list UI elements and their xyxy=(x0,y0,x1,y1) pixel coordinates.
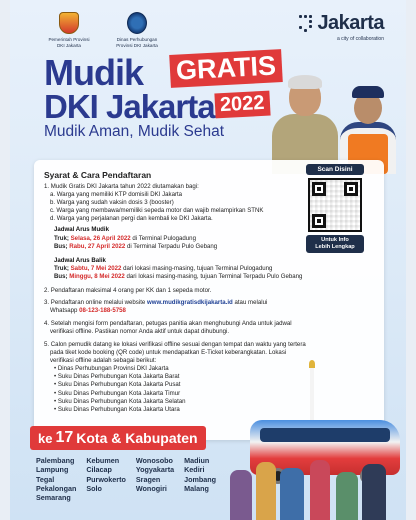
whatsapp-number-link[interactable]: 08-123-188-5758 xyxy=(79,307,126,315)
step-3: 3. Pendaftaran online melalui website www.mudikgratisdkijakarta.id atau melalui Whatsapp 08-123-188-5758 xyxy=(44,299,268,315)
banner-count: 17 xyxy=(55,429,74,446)
dishub-emblem-icon xyxy=(127,12,147,34)
step-5: 5. Calon pemudik datang ke lokasi verifikasi offline sesuai dengan tempat dan waktu yang tertera pada tiket kode booking (QR code) untuk mendapatkan E-Ticket keberangkatan. Lokasi verifikasi offline adalah sebagai berikut: • Dinas Perhubungan Provinsi DKI Jakarta • Suku Dinas Perhubungan Kota Jakarta Barat • Suku Dinas Perhubungan Kota Jakarta Pusat • Suku Dinas Perhubungan Kota Jakarta Timur • Suku Dinas Perhubungan Kota Jakarta Selatan • Suku Dinas Perhubungan Kota Jakarta Utara xyxy=(44,341,378,414)
city-item: Malang xyxy=(184,483,209,493)
location-item: • Suku Dinas Perhubungan Kota Jakarta Selatan xyxy=(54,397,186,405)
location-item: • Suku Dinas Perhubungan Kota Jakarta Utara xyxy=(54,405,180,413)
destination-cities xyxy=(36,456,216,502)
step-1-text: 1. Mudik Gratis DKI Jakarta tahun 2022 diutamakan bagi: xyxy=(44,183,199,190)
dki-emblem-icon xyxy=(59,12,79,34)
location-item: • Suku Dinas Perhubungan Kota Jakarta Pusat xyxy=(54,381,181,389)
logo-dishub xyxy=(102,12,172,48)
city-item: Purwokerto xyxy=(86,474,126,484)
step-1 xyxy=(44,183,314,281)
poster xyxy=(10,0,406,520)
title-gratis-badge: GRATIS xyxy=(169,49,283,88)
title-mudik: Mudik xyxy=(44,52,143,93)
city-item: Kebumen xyxy=(86,456,120,465)
schedule-mudik-heading: Jadwal Arus Mudik xyxy=(54,226,109,234)
qr-code-icon[interactable] xyxy=(308,178,362,232)
step-1-item-a: a. Warga yang memiliki KTP domisili DKI Jakarta xyxy=(50,191,183,199)
logo-pemprov-dki xyxy=(34,12,104,48)
city-item: Madiun xyxy=(184,456,210,465)
destinations-banner xyxy=(30,426,206,450)
logo-dki-line1: Pemerintah Provinsi xyxy=(48,37,90,42)
qr-caption: Untuk Info Lebih Lengkap xyxy=(306,235,364,253)
schedule-mudik-truk: Truk; Selasa, 26 April 2022 di Terminal Pulogadung xyxy=(54,234,196,242)
step-4: 4. Setelah mengisi form pendaftaran, petugas panitia akan menghubungi Anda untuk jadwal verifikasi offline. Pastikan nomor Anda aktif untuk dapat dihubungi. xyxy=(44,320,292,336)
brand-word: Jakarta xyxy=(317,12,384,34)
card-title: Syarat & Cara Pendaftaran xyxy=(44,170,152,180)
cities-column-4 xyxy=(184,456,216,502)
banner-label: Kota & Kabupaten xyxy=(76,430,198,446)
step-1-item-d: d. Warga yang perjalanan pergi dan kembali ke DKI Jakarta. xyxy=(50,215,213,223)
city-item: Lampung xyxy=(36,465,69,475)
schedule-balik-heading: Jadwal Arus Balik xyxy=(54,256,106,264)
cities-column-2 xyxy=(86,456,126,502)
cities-column-1 xyxy=(36,456,76,502)
logo-dishub-line2: Provinsi DKI Jakarta xyxy=(116,42,158,48)
title-year-badge: 2022 xyxy=(214,91,270,119)
qr-label: Scan Disini xyxy=(306,164,364,175)
city-item: Jombang xyxy=(184,474,217,484)
schedule-mudik-bus: Bus; Rabu, 27 April 2022 di Terminal Terpadu Pulo Gebang xyxy=(54,242,218,250)
location-item: • Suku Dinas Perhubungan Kota Jakarta Barat xyxy=(54,373,180,381)
step-2: 2. Pendaftaran maksimal 4 orang per KK dan 1 sepeda motor. xyxy=(44,287,212,294)
city-item: Kediri xyxy=(184,465,205,475)
schedule-balik-bus: Bus; Minggu, 8 Mei 2022 dari lokasi masing-masing, tujuan Terminal Terpadu Pulo Gebang xyxy=(54,272,303,280)
logo-dki-line2: DKI Jakarta xyxy=(56,42,81,48)
city-item: Palembang xyxy=(36,456,75,465)
city-item: Semarang xyxy=(36,493,71,503)
location-item: • Suku Dinas Perhubungan Kota Jakarta Timur xyxy=(54,389,181,397)
jakarta-mark-icon xyxy=(299,15,313,33)
city-item: Cilacap xyxy=(86,465,112,475)
location-item: • Dinas Perhubungan Provinsi DKI Jakarta xyxy=(54,365,169,373)
city-item: Sragen xyxy=(135,474,161,484)
step-1-item-b: b. Warga yang sudah vaksin dosis 3 (booster) xyxy=(50,199,174,207)
crowd-illustration xyxy=(220,448,400,520)
city-item: Solo xyxy=(86,483,102,493)
banner-ke: ke xyxy=(38,430,53,446)
city-item: Wonogiri xyxy=(135,483,167,493)
city-item: Tegal xyxy=(36,474,55,484)
schedule-balik-truk: Truk; Sabtu, 7 Mei 2022 dari lokasi masing-masing, tujuan Terminal Pulogadung xyxy=(54,264,273,272)
city-item: Yogyakarta xyxy=(135,465,175,475)
title-dki-jakarta: DKI Jakarta xyxy=(44,88,215,125)
qr-section xyxy=(306,164,364,253)
city-item: Pekalongan xyxy=(36,483,77,493)
jakarta-brand-logo xyxy=(299,12,384,42)
title-subtitle: Mudik Aman, Mudik Sehat xyxy=(44,123,225,140)
brand-tagline: a city of collaboration xyxy=(337,36,384,42)
logo-dishub-line1: Dinas Perhubungan xyxy=(116,37,158,42)
website-link[interactable]: www.mudikgratisdkijakarta.id xyxy=(146,299,233,306)
step-1-item-c: c. Warga yang membawa/memiliki sepeda motor dan wajib melampirkan STNK xyxy=(50,207,264,215)
cities-column-3 xyxy=(136,456,174,502)
city-item: Wonosobo xyxy=(135,456,173,465)
